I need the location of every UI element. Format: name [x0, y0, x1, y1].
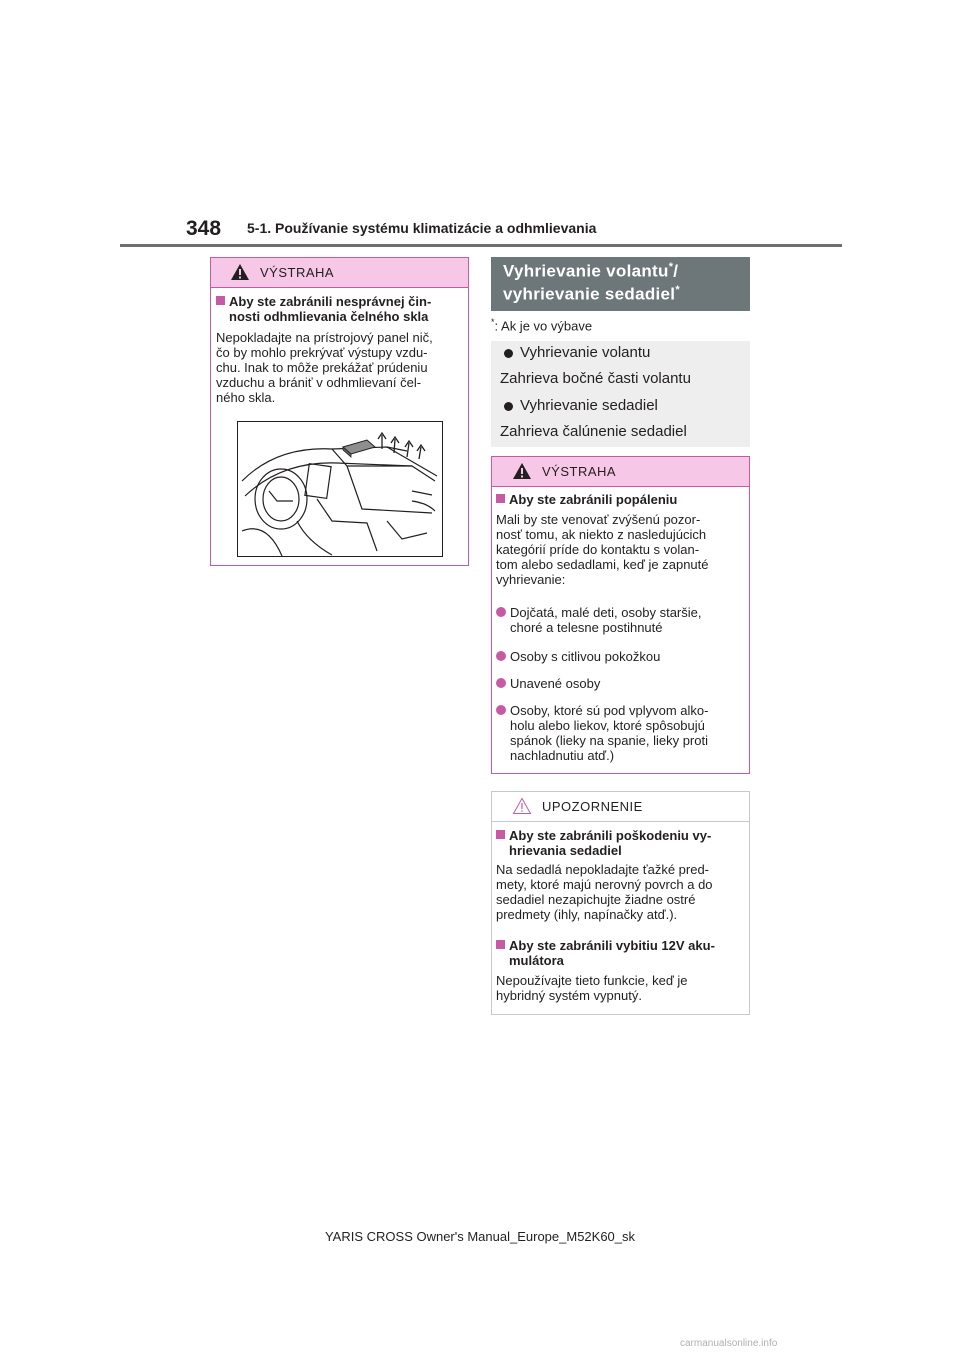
warning-header: [211, 258, 468, 288]
header-divider: [120, 244, 842, 247]
list-item: Dojčatá, malé deti, osoby staršie, choré a telesne postihnuté: [496, 605, 748, 635]
caution-text: Nepoužívajte tieto funkcie, keď je hybridný systém vypnutý.: [496, 973, 688, 1003]
seat-heater-label: Vyhrievanie sedadiel: [520, 397, 658, 414]
caution-text: Na sedadlá nepokladajte ťažké pred- mety, ktoré majú nerovný povrch a do sedadiel nezapichujte žiadne ostré predmety (ihly, napínačky atď.).: [496, 862, 713, 922]
warning-text: Mali by ste venovať zvýšenú pozor- nosť tomu, ak niekto z nasledujúcich kategórií príde do kontaktu s volan- tom alebo sedadlami, keď je zapnuté vyhrievanie:: [496, 512, 709, 587]
caution-title: Aby ste zabránili poškodeniu vy- hrievania sedadiel: [496, 828, 748, 858]
steering-wheel-heater-label: Vyhrievanie volantu: [520, 344, 651, 361]
bullet-dot-icon: [504, 349, 513, 358]
warning-triangle-icon: [230, 263, 250, 281]
steering-wheel-heater-desc: Zahrieva bočné časti volantu: [500, 370, 691, 387]
caution-label: UPOZORNENIE: [542, 799, 643, 814]
warning-title: Aby ste zabránili nesprávnej čin- nosti odhmlievania čelného skla: [216, 294, 466, 324]
list-item: Osoby, ktoré sú pod vplyvom alko- holu alebo liekov, ktoré spôsobujú spánok (lieky na spanie, lieky proti nachladnutiu atď.): [496, 703, 748, 763]
section-title: 5-1. Používanie systému klimatizácie a odhmlievania: [247, 220, 597, 236]
list-item: Unavené osoby: [496, 676, 748, 691]
seat-heater-desc: Zahrieva čalúnenie sedadiel: [500, 423, 687, 440]
bullet-dot-icon: [496, 678, 506, 688]
heated-features-panel: [491, 341, 750, 447]
warning-triangle-icon: [512, 462, 532, 480]
caution-title: Aby ste zabránili vybitiu 12V aku- mulátora: [496, 938, 748, 968]
caution-header: [492, 792, 749, 822]
square-bullet-icon: [496, 830, 505, 839]
warning-label: VÝSTRAHA: [260, 265, 335, 280]
warning-text: Nepokladajte na prístrojový panel nič, čo by mohlo prekrývať výstupy vzdu- chu. Inak to môže prekážať prúdeniu vzduchu a brániť v odhmlievaní čel- ného skla.: [216, 330, 433, 405]
square-bullet-icon: [496, 940, 505, 949]
watermark: carmanualsonline.info: [680, 1338, 778, 1349]
footer-manual-id: YARIS CROSS Owner's Manual_Europe_M52K60_sk: [324, 1229, 636, 1244]
warning-title: Aby ste zabránili popáleniu: [496, 492, 746, 507]
page-number: 348: [186, 217, 222, 240]
right-warning-box: [491, 456, 750, 774]
caution-triangle-icon: [512, 797, 532, 815]
bullet-dot-icon: [496, 705, 506, 715]
warning-label: VÝSTRAHA: [542, 464, 617, 479]
bullet-dot-icon: [496, 607, 506, 617]
warning-header: [492, 457, 749, 487]
bullet-dot-icon: [496, 651, 506, 661]
heated-features-heading: Vyhrievanie volantu*/ vyhrievanie sedadiel*: [491, 257, 750, 311]
left-warning-box: [210, 257, 469, 566]
availability-footnote: *: Ak je vo výbave: [491, 317, 593, 334]
square-bullet-icon: [216, 296, 225, 305]
bullet-dot-icon: [504, 402, 513, 411]
square-bullet-icon: [496, 494, 505, 503]
list-item: Osoby s citlivou pokožkou: [496, 649, 748, 664]
caution-box: [491, 791, 750, 1015]
dashboard-illustration: [237, 421, 443, 557]
